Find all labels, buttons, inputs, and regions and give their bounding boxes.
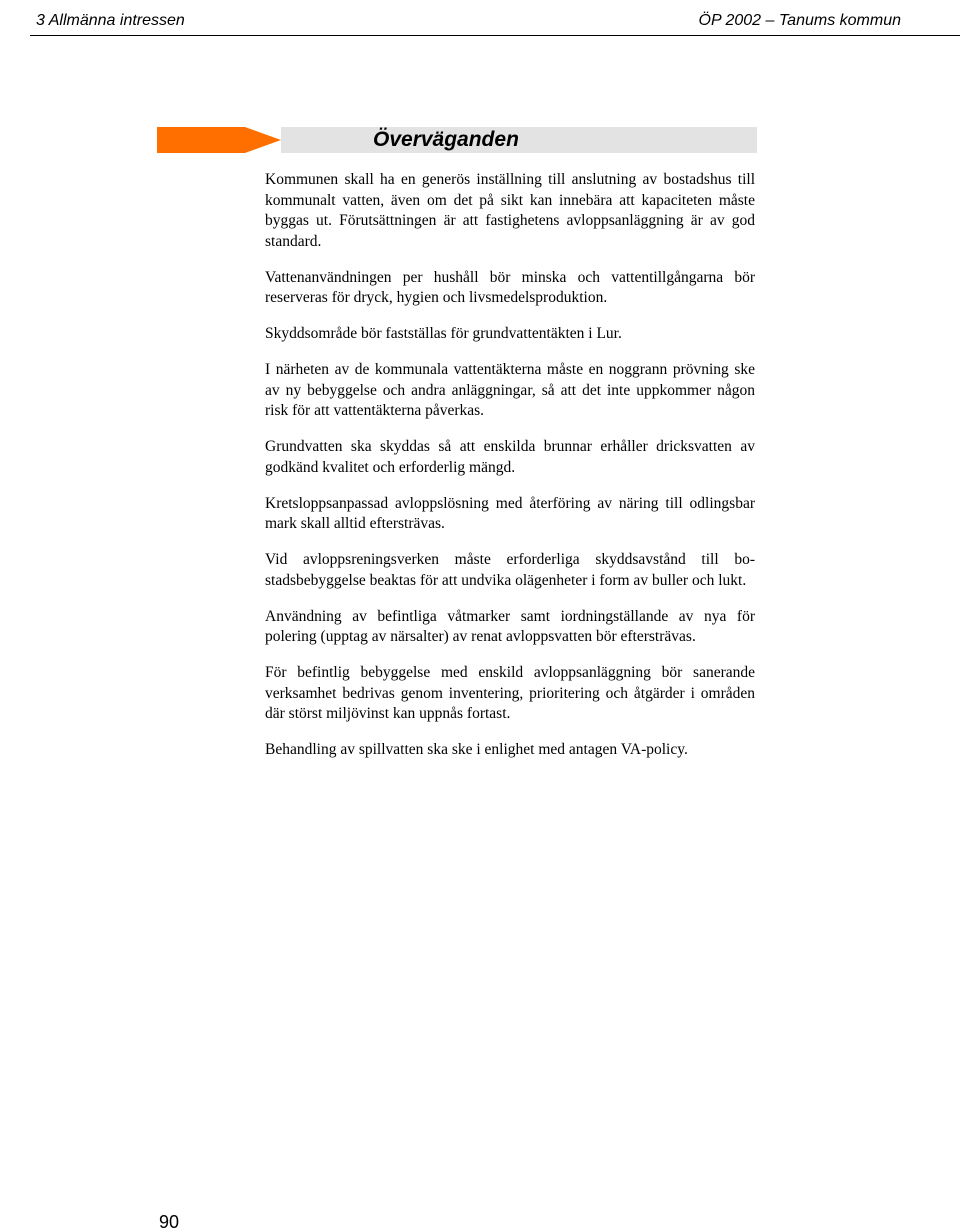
paragraph: Vattenanvändningen per hushåll bör minska och vattentillgångarna bör reserveras för dryck, hygien och livsmedelsproduktion. — [265, 268, 755, 307]
section-title: Överväganden — [373, 128, 519, 151]
paragraph: I närheten av de kommunala vattentäkterna måste en noggrann prövning ske av ny bebyggelse och andra anläggningar, så att det inte uppkommer någon risk för att vattentäkterna påverkas. — [265, 361, 755, 420]
paragraph: Skyddsområde bör fastställas för grundvattentäkten i Lur. — [265, 325, 622, 343]
body-text — [265, 170, 755, 776]
heading-background-strip — [281, 127, 757, 153]
page-number: 90 — [159, 1212, 180, 1232]
document-title: ÖP 2002 – Tanums kommun — [698, 12, 901, 29]
paragraph: Behandling av spillvatten ska ske i enlighet med antagen VA-policy. — [265, 741, 688, 759]
paragraph: Grundvatten ska skyddas så att enskilda brunnar erhåller dricksvatten av godkänd kvalitet och erforderlig mängd. — [265, 438, 755, 476]
paragraph: Användning av befintliga våtmarker samt iordningställande av nya för polering (upptag av närsalter) av renat avloppsvatten bör eftersträvas. — [265, 607, 755, 646]
chapter-title: 3 Allmänna intressen — [36, 12, 185, 29]
paragraph: Vid avloppsreningsverken måste erforderliga skyddsavstånd till bostadsbebyggelse beaktas för att undvika olägenheter i form av buller och lukt. — [265, 551, 755, 589]
header-rule — [30, 35, 960, 36]
paragraph: Kretsloppsanpassad avloppslösning med återföring av näring till odlingsbar mark skall alltid eftersträvas. — [265, 494, 755, 533]
paragraph: Kommunen skall ha en generös inställning till anslutning av bostadshus till kommunalt vatten, även om det på sikt kan innebära att kapaciteten måste byggas ut. Förutsättningen är att fastighetens avloppsanläggning är av god standard. — [265, 171, 755, 250]
paragraph: För befintlig bebyggelse med enskild avloppsanläggning bör sanerande verksamhet bedrivas genom inventering, prioritering och åtgärder i områden där störst miljövinst kan uppnås fortast. — [265, 664, 755, 723]
running-header — [36, 9, 901, 33]
orange-arrow-icon — [157, 127, 281, 153]
section-heading-bar — [157, 127, 757, 153]
